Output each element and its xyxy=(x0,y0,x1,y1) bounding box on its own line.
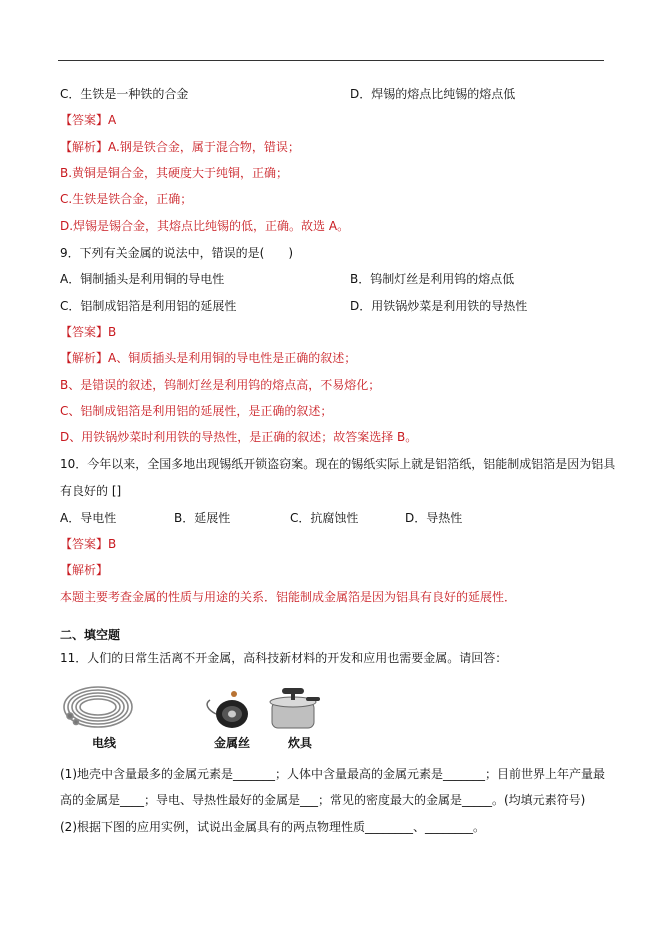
q8-analysis-line: 【解析】A.钢是铁合金，属于混合物，错误； xyxy=(60,140,300,154)
q8-option-d: D．焊锡的熔点比纯锡的熔点低 xyxy=(350,87,516,101)
q10-stem-line-1: 10．今年以来，全国多地出现锡纸开锁盗窃案。现在的锡纸实际上就是铝箔纸，铝能制成铝箔是因为铝具 xyxy=(60,457,616,471)
q9-option-b: B．钨制灯丝是利用钨的熔点低 xyxy=(350,272,515,286)
q9-options-row-2 xyxy=(60,298,528,314)
pressure-cooker-icon xyxy=(270,688,320,728)
q9-option-a: A．铜制插头是利用铜的导电性 xyxy=(60,272,225,286)
q10-analysis-label: 【解析】 xyxy=(60,563,109,577)
q10-option-c: C．抗腐蚀性 xyxy=(290,511,359,525)
q11-part2: (2)根据下图的应用实例，试说出金属具有的两点物理性质________、________。 xyxy=(60,820,486,834)
q9-analysis-line: B、是错误的叙述，钨制灯丝是利用钨的熔点高，不易熔化； xyxy=(60,378,381,392)
wire-spool-icon xyxy=(207,691,248,728)
section-heading: 二、填空题 xyxy=(60,628,121,642)
q9-stem: 9．下列有关金属的说法中，错误的是( ) xyxy=(60,246,293,260)
header-rule xyxy=(58,60,604,61)
q9-option-d: D．用铁锅炒菜是利用铁的导热性 xyxy=(350,299,528,313)
q9-analysis-line: D、用铁锅炒菜时利用铁的导热性，是正确的叙述；故答案选择 B。 xyxy=(60,430,418,444)
q8-analysis-line: C.生铁是铁合金，正确； xyxy=(60,192,193,206)
q9-option-c: C．铝制成铝箔是利用铝的延展性 xyxy=(60,299,237,313)
q10-analysis: 本题主要考查金属的性质与用途的关系．铝能制成金属箔是因为铝具有良好的延展性． xyxy=(60,590,517,604)
q10-option-a: A．导电性 xyxy=(60,511,117,525)
q8-analysis-line: D.焊锡是锡合金，其熔点比纯锡的低，正确。故选 A。 xyxy=(60,219,350,233)
q9-analysis-line: C、铝制成铝箔是利用铝的延展性，是正确的叙述； xyxy=(60,404,333,418)
figure-label-wire: 电线 xyxy=(92,736,117,750)
q9-options-row-1 xyxy=(60,271,515,287)
q10-stem-line-2: 有良好的 [] xyxy=(60,484,122,498)
q10-option-d: D．导热性 xyxy=(405,511,463,525)
q8-analysis-line: B.黄铜是铜合金，其硬度大于纯铜，正确； xyxy=(60,166,289,180)
q11-figure-illustration xyxy=(60,680,320,734)
q11-part1-line-2: 高的金属是____；导电、导热性最好的金属是___；常见的密度最大的金属是_____。(均填元素符号) xyxy=(60,793,586,807)
q9-answer: 【答案】B xyxy=(60,325,117,339)
q11-part1-line-1: (1)地壳中含量最多的金属元素是_______；人体中含量最高的金属元素是_______；目前世界上年产量最 xyxy=(60,767,606,781)
q10-option-b: B．延展性 xyxy=(174,511,231,525)
q8-answer: 【答案】A xyxy=(60,113,117,127)
q11-stem: 11．人们的日常生活离不开金属，高科技新材料的开发和应用也需要金属。请回答： xyxy=(60,651,508,665)
q8-option-c: C．生铁是一种铁的合金 xyxy=(60,87,189,101)
q8-options-row xyxy=(60,86,516,102)
figure-label-metal-wire: 金属丝 xyxy=(214,736,251,750)
q10-answer: 【答案】B xyxy=(60,537,117,551)
wire-coil-icon xyxy=(64,687,132,727)
q9-analysis-line: 【解析】A、铜质插头是利用铜的导电性是正确的叙述； xyxy=(60,351,357,365)
figure-label-cookware: 炊具 xyxy=(288,736,313,750)
